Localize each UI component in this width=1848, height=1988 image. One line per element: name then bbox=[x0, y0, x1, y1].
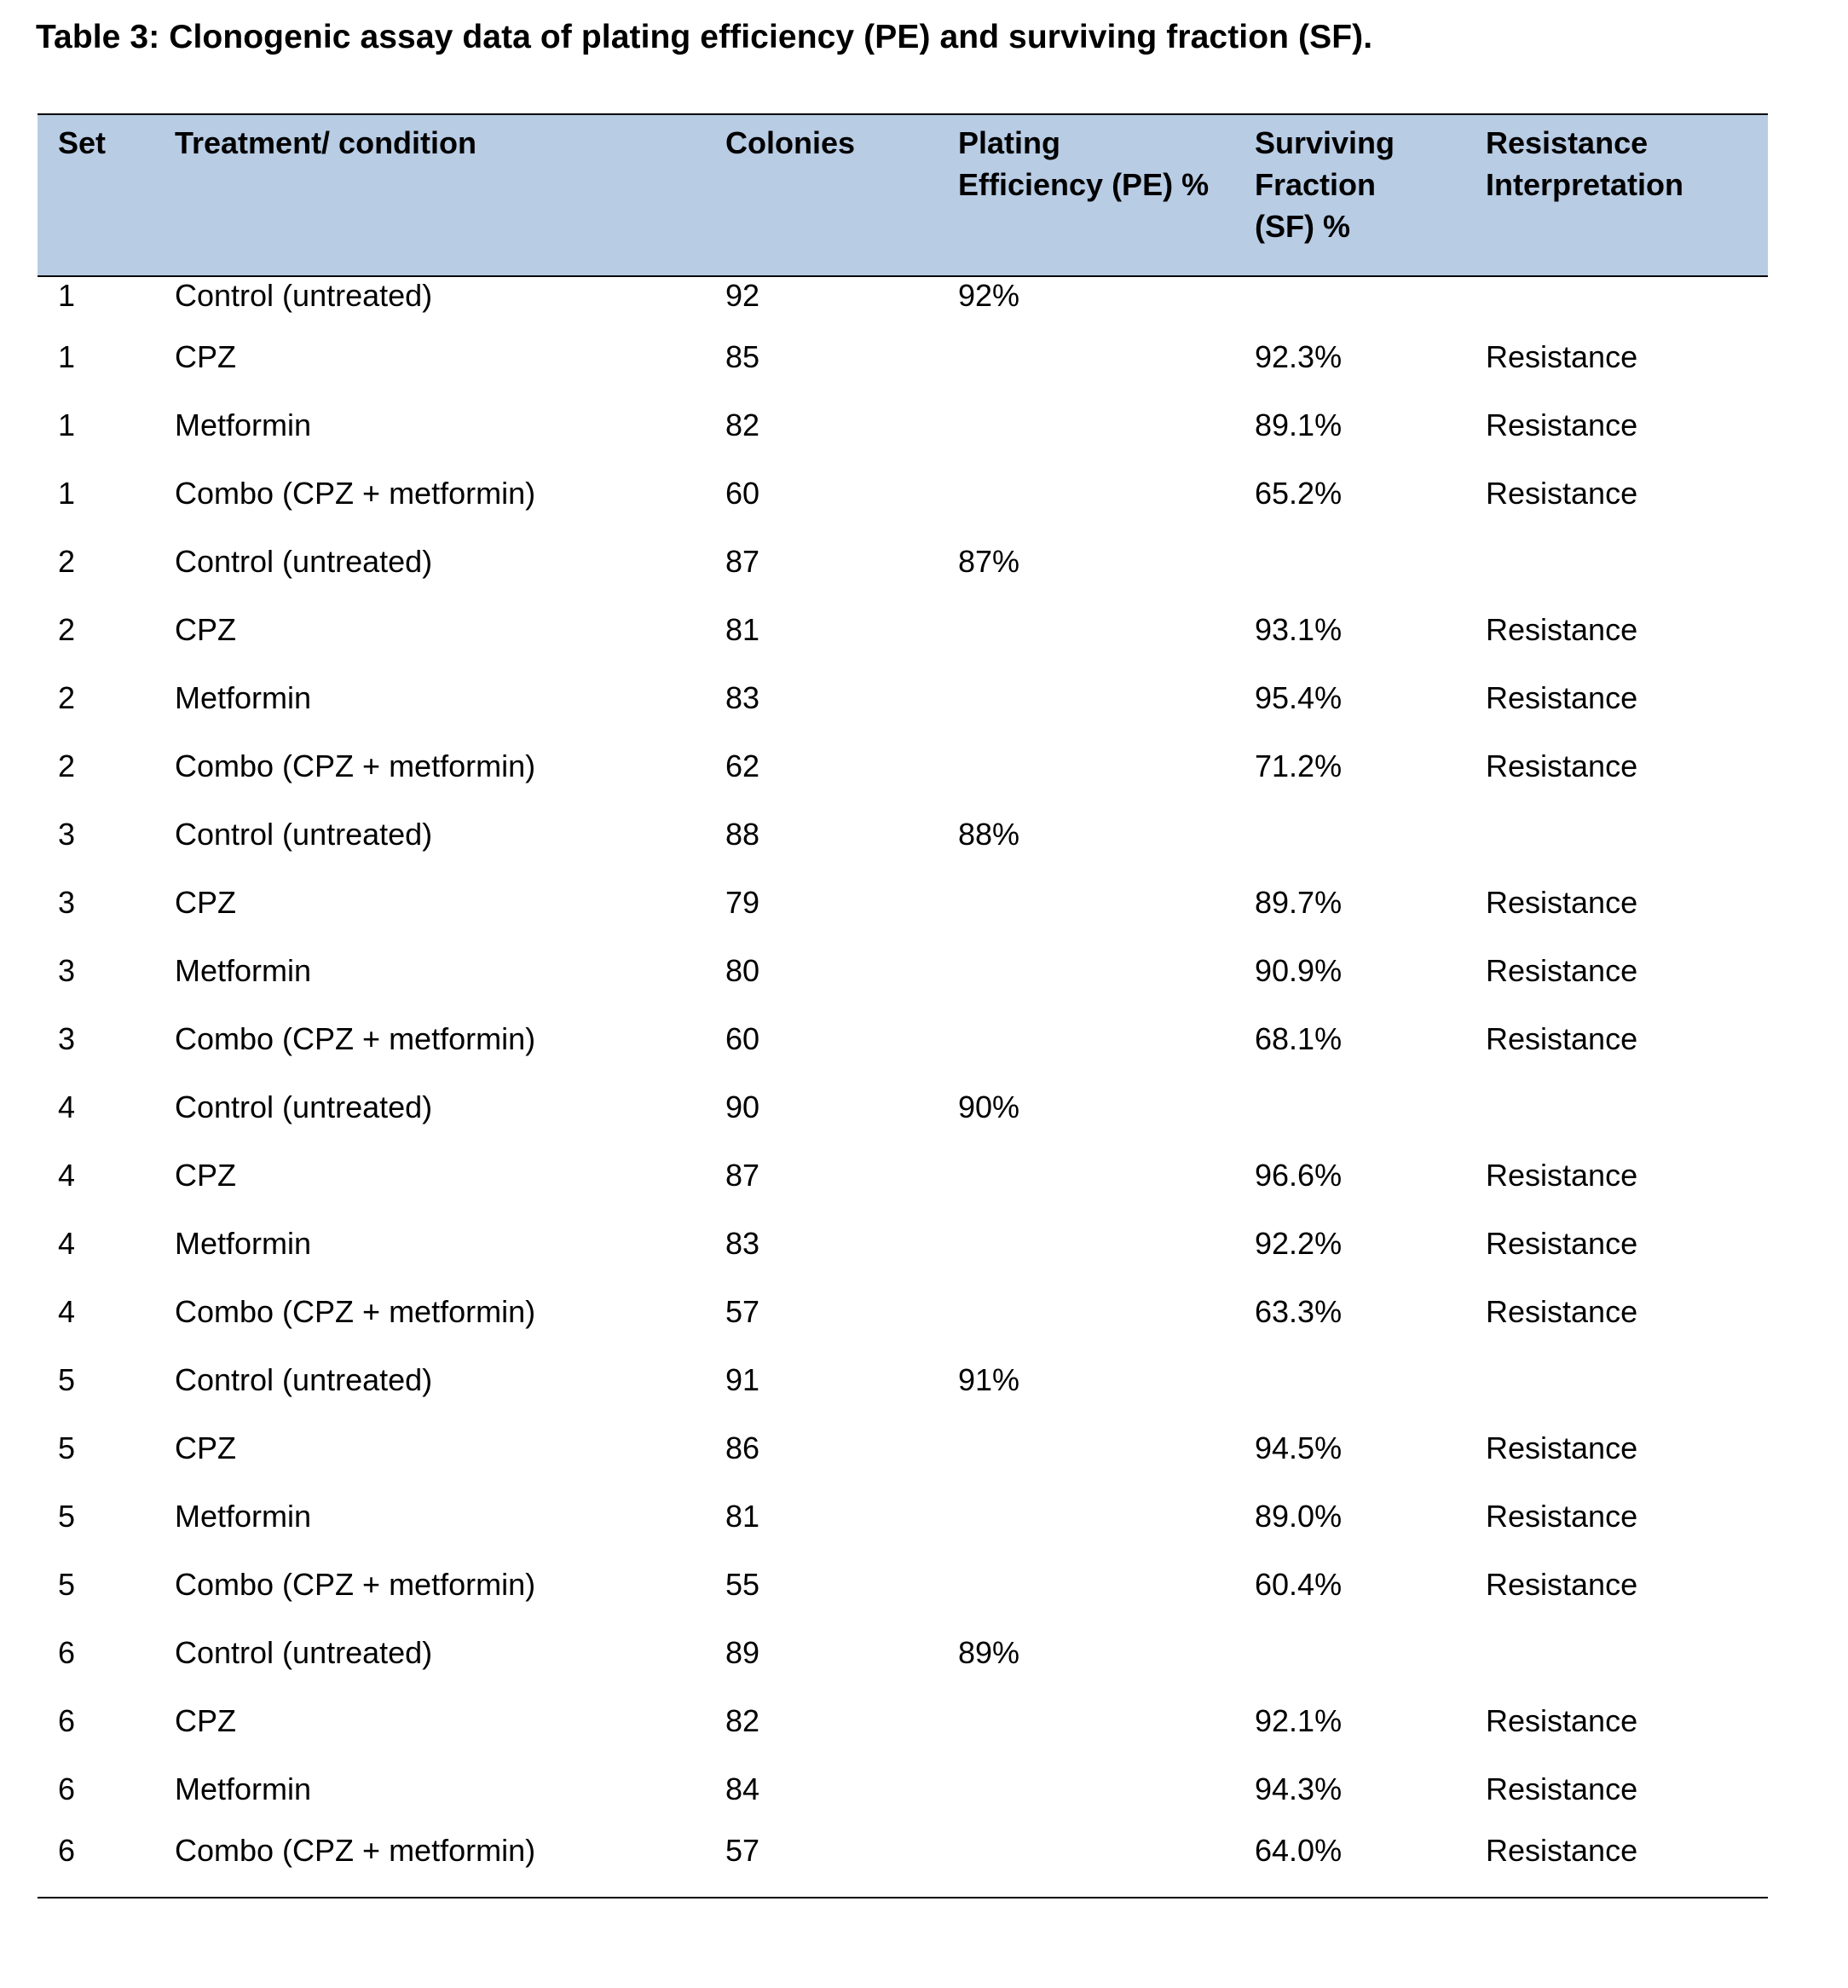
cell-surviving-fraction bbox=[1234, 276, 1465, 323]
cell-surviving-fraction: 92.1% bbox=[1255, 1703, 1343, 1738]
cell-set: 3 bbox=[58, 1021, 76, 1056]
header-plating-efficiency bbox=[938, 114, 1234, 276]
cell-surviving-fraction: 60.4% bbox=[1255, 1567, 1343, 1602]
cell-plating-efficiency bbox=[938, 1823, 1234, 1898]
cell-treatment: CPZ bbox=[175, 1703, 236, 1738]
cell-colonies: 83 bbox=[725, 680, 760, 715]
cell-colonies: 89 bbox=[725, 1635, 760, 1670]
cell-treatment: Metformin bbox=[175, 680, 312, 715]
cell-plating-efficiency bbox=[938, 869, 1234, 937]
cell-resistance-interpretation: Resistance bbox=[1486, 1294, 1638, 1329]
cell-plating-efficiency bbox=[938, 1551, 1234, 1619]
cell-surviving-fraction: 68.1% bbox=[1255, 1021, 1343, 1056]
cell-colonies: 57 bbox=[705, 1823, 938, 1898]
cell-colonies: 84 bbox=[725, 1771, 760, 1806]
cell-colonies: 60 bbox=[725, 476, 760, 511]
table-row bbox=[38, 276, 1768, 323]
cell-colonies: 79 bbox=[725, 885, 760, 920]
cell-set: 6 bbox=[58, 1771, 76, 1806]
cell-colonies: 87 bbox=[725, 1158, 760, 1193]
cell-set: 5 bbox=[58, 1362, 76, 1397]
cell-set: 3 bbox=[58, 885, 76, 920]
header-sf-line3: (SF) % bbox=[1255, 209, 1350, 244]
cell-colonies: 82 bbox=[725, 1703, 760, 1738]
cell-resistance-interpretation: Resistance bbox=[1486, 1499, 1638, 1534]
cell-colonies: 90 bbox=[725, 1089, 760, 1124]
cell-treatment: Combo (CPZ + metformin) bbox=[175, 748, 536, 783]
cell-set: 5 bbox=[58, 1499, 76, 1534]
cell-plating-efficiency bbox=[938, 1414, 1234, 1482]
cell-treatment: Control (untreated) bbox=[175, 817, 433, 852]
table-row bbox=[38, 528, 1768, 596]
cell-treatment: Control (untreated) bbox=[175, 1635, 433, 1670]
cell-colonies: 80 bbox=[725, 953, 760, 988]
table-row bbox=[38, 1687, 1768, 1755]
cell-resistance-interpretation: Resistance bbox=[1486, 885, 1638, 920]
cell-treatment: CPZ bbox=[175, 339, 236, 374]
cell-colonies: 62 bbox=[725, 748, 760, 783]
cell-set: 2 bbox=[58, 680, 76, 715]
cell-set: 1 bbox=[58, 339, 76, 374]
cell-resistance-interpretation: Resistance bbox=[1486, 1158, 1638, 1193]
cell-surviving-fraction: 89.0% bbox=[1255, 1499, 1343, 1534]
table-row bbox=[38, 1755, 1768, 1823]
cell-set: 4 bbox=[58, 1158, 76, 1193]
cell-resistance-interpretation: Resistance bbox=[1465, 1823, 1768, 1898]
cell-set: 1 bbox=[58, 407, 76, 442]
cell-colonies: 85 bbox=[725, 339, 760, 374]
cell-resistance-interpretation: Resistance bbox=[1486, 748, 1638, 783]
table-row bbox=[38, 1482, 1768, 1551]
table-row bbox=[38, 1551, 1768, 1619]
cell-resistance-interpretation bbox=[1465, 1619, 1768, 1687]
table-row bbox=[38, 1619, 1768, 1687]
cell-treatment: Control (untreated) bbox=[175, 544, 433, 579]
table-row bbox=[38, 869, 1768, 937]
cell-treatment: Combo (CPZ + metformin) bbox=[175, 476, 536, 511]
cell-surviving-fraction: 65.2% bbox=[1255, 476, 1343, 511]
cell-plating-efficiency bbox=[938, 1482, 1234, 1551]
cell-set: 3 bbox=[58, 953, 76, 988]
cell-set: 1 bbox=[58, 278, 76, 313]
cell-colonies: 81 bbox=[725, 612, 760, 647]
cell-plating-efficiency: 88% bbox=[958, 817, 1020, 852]
cell-plating-efficiency: 87% bbox=[958, 544, 1020, 579]
cell-surviving-fraction bbox=[1234, 1073, 1465, 1141]
table-row bbox=[38, 1073, 1768, 1141]
cell-plating-efficiency bbox=[938, 1687, 1234, 1755]
cell-surviving-fraction: 96.6% bbox=[1255, 1158, 1343, 1193]
cell-resistance-interpretation bbox=[1465, 1346, 1768, 1414]
cell-resistance-interpretation: Resistance bbox=[1486, 1703, 1638, 1738]
header-sf-line1: Surviving bbox=[1255, 125, 1395, 160]
cell-treatment: Metformin bbox=[175, 407, 312, 442]
cell-treatment: CPZ bbox=[175, 612, 236, 647]
cell-colonies: 57 bbox=[725, 1294, 760, 1329]
cell-set: 5 bbox=[58, 1430, 76, 1465]
table-row bbox=[38, 1141, 1768, 1210]
header-set bbox=[38, 114, 154, 276]
cell-surviving-fraction: 71.2% bbox=[1255, 748, 1343, 783]
header-pe-line1: Plating bbox=[958, 125, 1061, 160]
cell-set: 2 bbox=[58, 612, 76, 647]
table-caption: Table 3: Clonogenic assay data of plating efficiency (PE) and surviving fraction (SF). bbox=[36, 19, 1373, 55]
header-pe-line2: Efficiency (PE) % bbox=[958, 167, 1210, 202]
cell-plating-efficiency bbox=[938, 664, 1234, 732]
cell-treatment: CPZ bbox=[175, 885, 236, 920]
cell-surviving-fraction: 64.0% bbox=[1234, 1823, 1465, 1898]
cell-plating-efficiency bbox=[938, 596, 1234, 664]
cell-surviving-fraction bbox=[1234, 528, 1465, 596]
cell-treatment: Combo (CPZ + metformin) bbox=[175, 1021, 536, 1056]
cell-treatment: Metformin bbox=[175, 1226, 312, 1261]
cell-resistance-interpretation: Resistance bbox=[1486, 1430, 1638, 1465]
cell-plating-efficiency: 90% bbox=[958, 1089, 1020, 1124]
cell-plating-efficiency bbox=[938, 1210, 1234, 1278]
cell-treatment: Combo (CPZ + metformin) bbox=[175, 1294, 536, 1329]
cell-plating-efficiency bbox=[938, 937, 1234, 1005]
cell-surviving-fraction: 92.2% bbox=[1255, 1226, 1343, 1261]
cell-surviving-fraction: 95.4% bbox=[1255, 680, 1343, 715]
cell-surviving-fraction: 90.9% bbox=[1255, 953, 1343, 988]
table-row bbox=[38, 459, 1768, 528]
cell-set: 2 bbox=[58, 748, 76, 783]
cell-set: 1 bbox=[58, 476, 76, 511]
header-treatment bbox=[154, 114, 705, 276]
cell-surviving-fraction: 94.3% bbox=[1255, 1771, 1343, 1806]
cell-plating-efficiency bbox=[938, 1278, 1234, 1346]
clonogenic-table bbox=[38, 113, 1768, 1898]
cell-resistance-interpretation: Resistance bbox=[1486, 1771, 1638, 1806]
cell-colonies: 88 bbox=[725, 817, 760, 852]
cell-colonies: 91 bbox=[725, 1362, 760, 1397]
cell-resistance-interpretation: Resistance bbox=[1486, 612, 1638, 647]
table-row bbox=[38, 1346, 1768, 1414]
cell-resistance-interpretation: Resistance bbox=[1486, 1226, 1638, 1261]
cell-plating-efficiency: 91% bbox=[958, 1362, 1020, 1397]
cell-treatment: Combo (CPZ + metformin) bbox=[154, 1823, 705, 1898]
cell-plating-efficiency bbox=[938, 323, 1234, 391]
cell-resistance-interpretation: Resistance bbox=[1486, 680, 1638, 715]
table-row bbox=[38, 937, 1768, 1005]
cell-resistance-interpretation bbox=[1465, 1073, 1768, 1141]
cell-resistance-interpretation: Resistance bbox=[1486, 339, 1638, 374]
cell-colonies: 86 bbox=[725, 1430, 760, 1465]
header-colonies-label: Colonies bbox=[725, 125, 856, 160]
cell-treatment: CPZ bbox=[175, 1158, 236, 1193]
cell-set: 6 bbox=[58, 1703, 76, 1738]
cell-colonies: 55 bbox=[725, 1567, 760, 1602]
cell-colonies: 87 bbox=[725, 544, 760, 579]
cell-treatment: Control (untreated) bbox=[175, 1089, 433, 1124]
table-row bbox=[38, 1005, 1768, 1073]
cell-surviving-fraction bbox=[1234, 1346, 1465, 1414]
cell-resistance-interpretation: Resistance bbox=[1486, 953, 1638, 988]
cell-colonies: 83 bbox=[725, 1226, 760, 1261]
cell-plating-efficiency bbox=[938, 1005, 1234, 1073]
cell-colonies: 92 bbox=[725, 278, 760, 313]
table-row bbox=[38, 1823, 1768, 1898]
cell-colonies: 82 bbox=[725, 407, 760, 442]
table-row bbox=[38, 391, 1768, 459]
table-row bbox=[38, 1278, 1768, 1346]
cell-set: 4 bbox=[58, 1294, 76, 1329]
cell-surviving-fraction bbox=[1234, 800, 1465, 869]
cell-plating-efficiency bbox=[938, 1755, 1234, 1823]
cell-treatment: Combo (CPZ + metformin) bbox=[175, 1567, 536, 1602]
cell-surviving-fraction: 89.7% bbox=[1255, 885, 1343, 920]
header-res-line2: Interpretation bbox=[1486, 167, 1684, 202]
cell-set: 4 bbox=[58, 1089, 76, 1124]
cell-treatment: Control (untreated) bbox=[175, 278, 433, 313]
header-set-label: Set bbox=[58, 125, 107, 160]
header-resistance-interpretation bbox=[1465, 114, 1768, 276]
cell-plating-efficiency: 89% bbox=[958, 1635, 1020, 1670]
cell-treatment: CPZ bbox=[175, 1430, 236, 1465]
cell-set: 5 bbox=[58, 1567, 76, 1602]
table-row bbox=[38, 800, 1768, 869]
cell-treatment: Metformin bbox=[175, 1499, 312, 1534]
cell-resistance-interpretation: Resistance bbox=[1486, 1567, 1638, 1602]
cell-colonies: 81 bbox=[725, 1499, 760, 1534]
cell-set: 6 bbox=[38, 1823, 154, 1898]
cell-resistance-interpretation bbox=[1465, 528, 1768, 596]
table-body bbox=[38, 276, 1768, 1898]
cell-surviving-fraction: 63.3% bbox=[1255, 1294, 1343, 1329]
cell-resistance-interpretation: Resistance bbox=[1486, 407, 1638, 442]
cell-surviving-fraction: 94.5% bbox=[1255, 1430, 1343, 1465]
cell-plating-efficiency bbox=[938, 459, 1234, 528]
cell-resistance-interpretation: Resistance bbox=[1486, 476, 1638, 511]
cell-treatment: Control (untreated) bbox=[175, 1362, 433, 1397]
table-row bbox=[38, 732, 1768, 800]
header-row bbox=[38, 114, 1768, 276]
cell-surviving-fraction: 89.1% bbox=[1255, 407, 1343, 442]
cell-resistance-interpretation: Resistance bbox=[1486, 1021, 1638, 1056]
header-sf-line2: Fraction bbox=[1255, 167, 1377, 202]
cell-surviving-fraction: 93.1% bbox=[1255, 612, 1343, 647]
table-row bbox=[38, 664, 1768, 732]
cell-set: 4 bbox=[58, 1226, 76, 1261]
cell-surviving-fraction bbox=[1234, 1619, 1465, 1687]
cell-surviving-fraction: 92.3% bbox=[1255, 339, 1343, 374]
cell-set: 2 bbox=[58, 544, 76, 579]
table-row bbox=[38, 1414, 1768, 1482]
cell-set: 6 bbox=[58, 1635, 76, 1670]
header-treatment-label: Treatment/ condition bbox=[175, 125, 477, 160]
table-row bbox=[38, 323, 1768, 391]
cell-colonies: 60 bbox=[725, 1021, 760, 1056]
cell-plating-efficiency bbox=[938, 732, 1234, 800]
cell-plating-efficiency bbox=[938, 1141, 1234, 1210]
cell-plating-efficiency: 92% bbox=[958, 278, 1020, 313]
table-row bbox=[38, 1210, 1768, 1278]
header-surviving-fraction bbox=[1234, 114, 1465, 276]
header-colonies bbox=[705, 114, 938, 276]
cell-plating-efficiency bbox=[938, 391, 1234, 459]
cell-treatment: Metformin bbox=[175, 953, 312, 988]
cell-treatment: Metformin bbox=[175, 1771, 312, 1806]
cell-set: 3 bbox=[58, 817, 76, 852]
header-res-line1: Resistance bbox=[1486, 125, 1649, 160]
cell-resistance-interpretation bbox=[1465, 800, 1768, 869]
cell-resistance-interpretation bbox=[1465, 276, 1768, 323]
table-row bbox=[38, 596, 1768, 664]
